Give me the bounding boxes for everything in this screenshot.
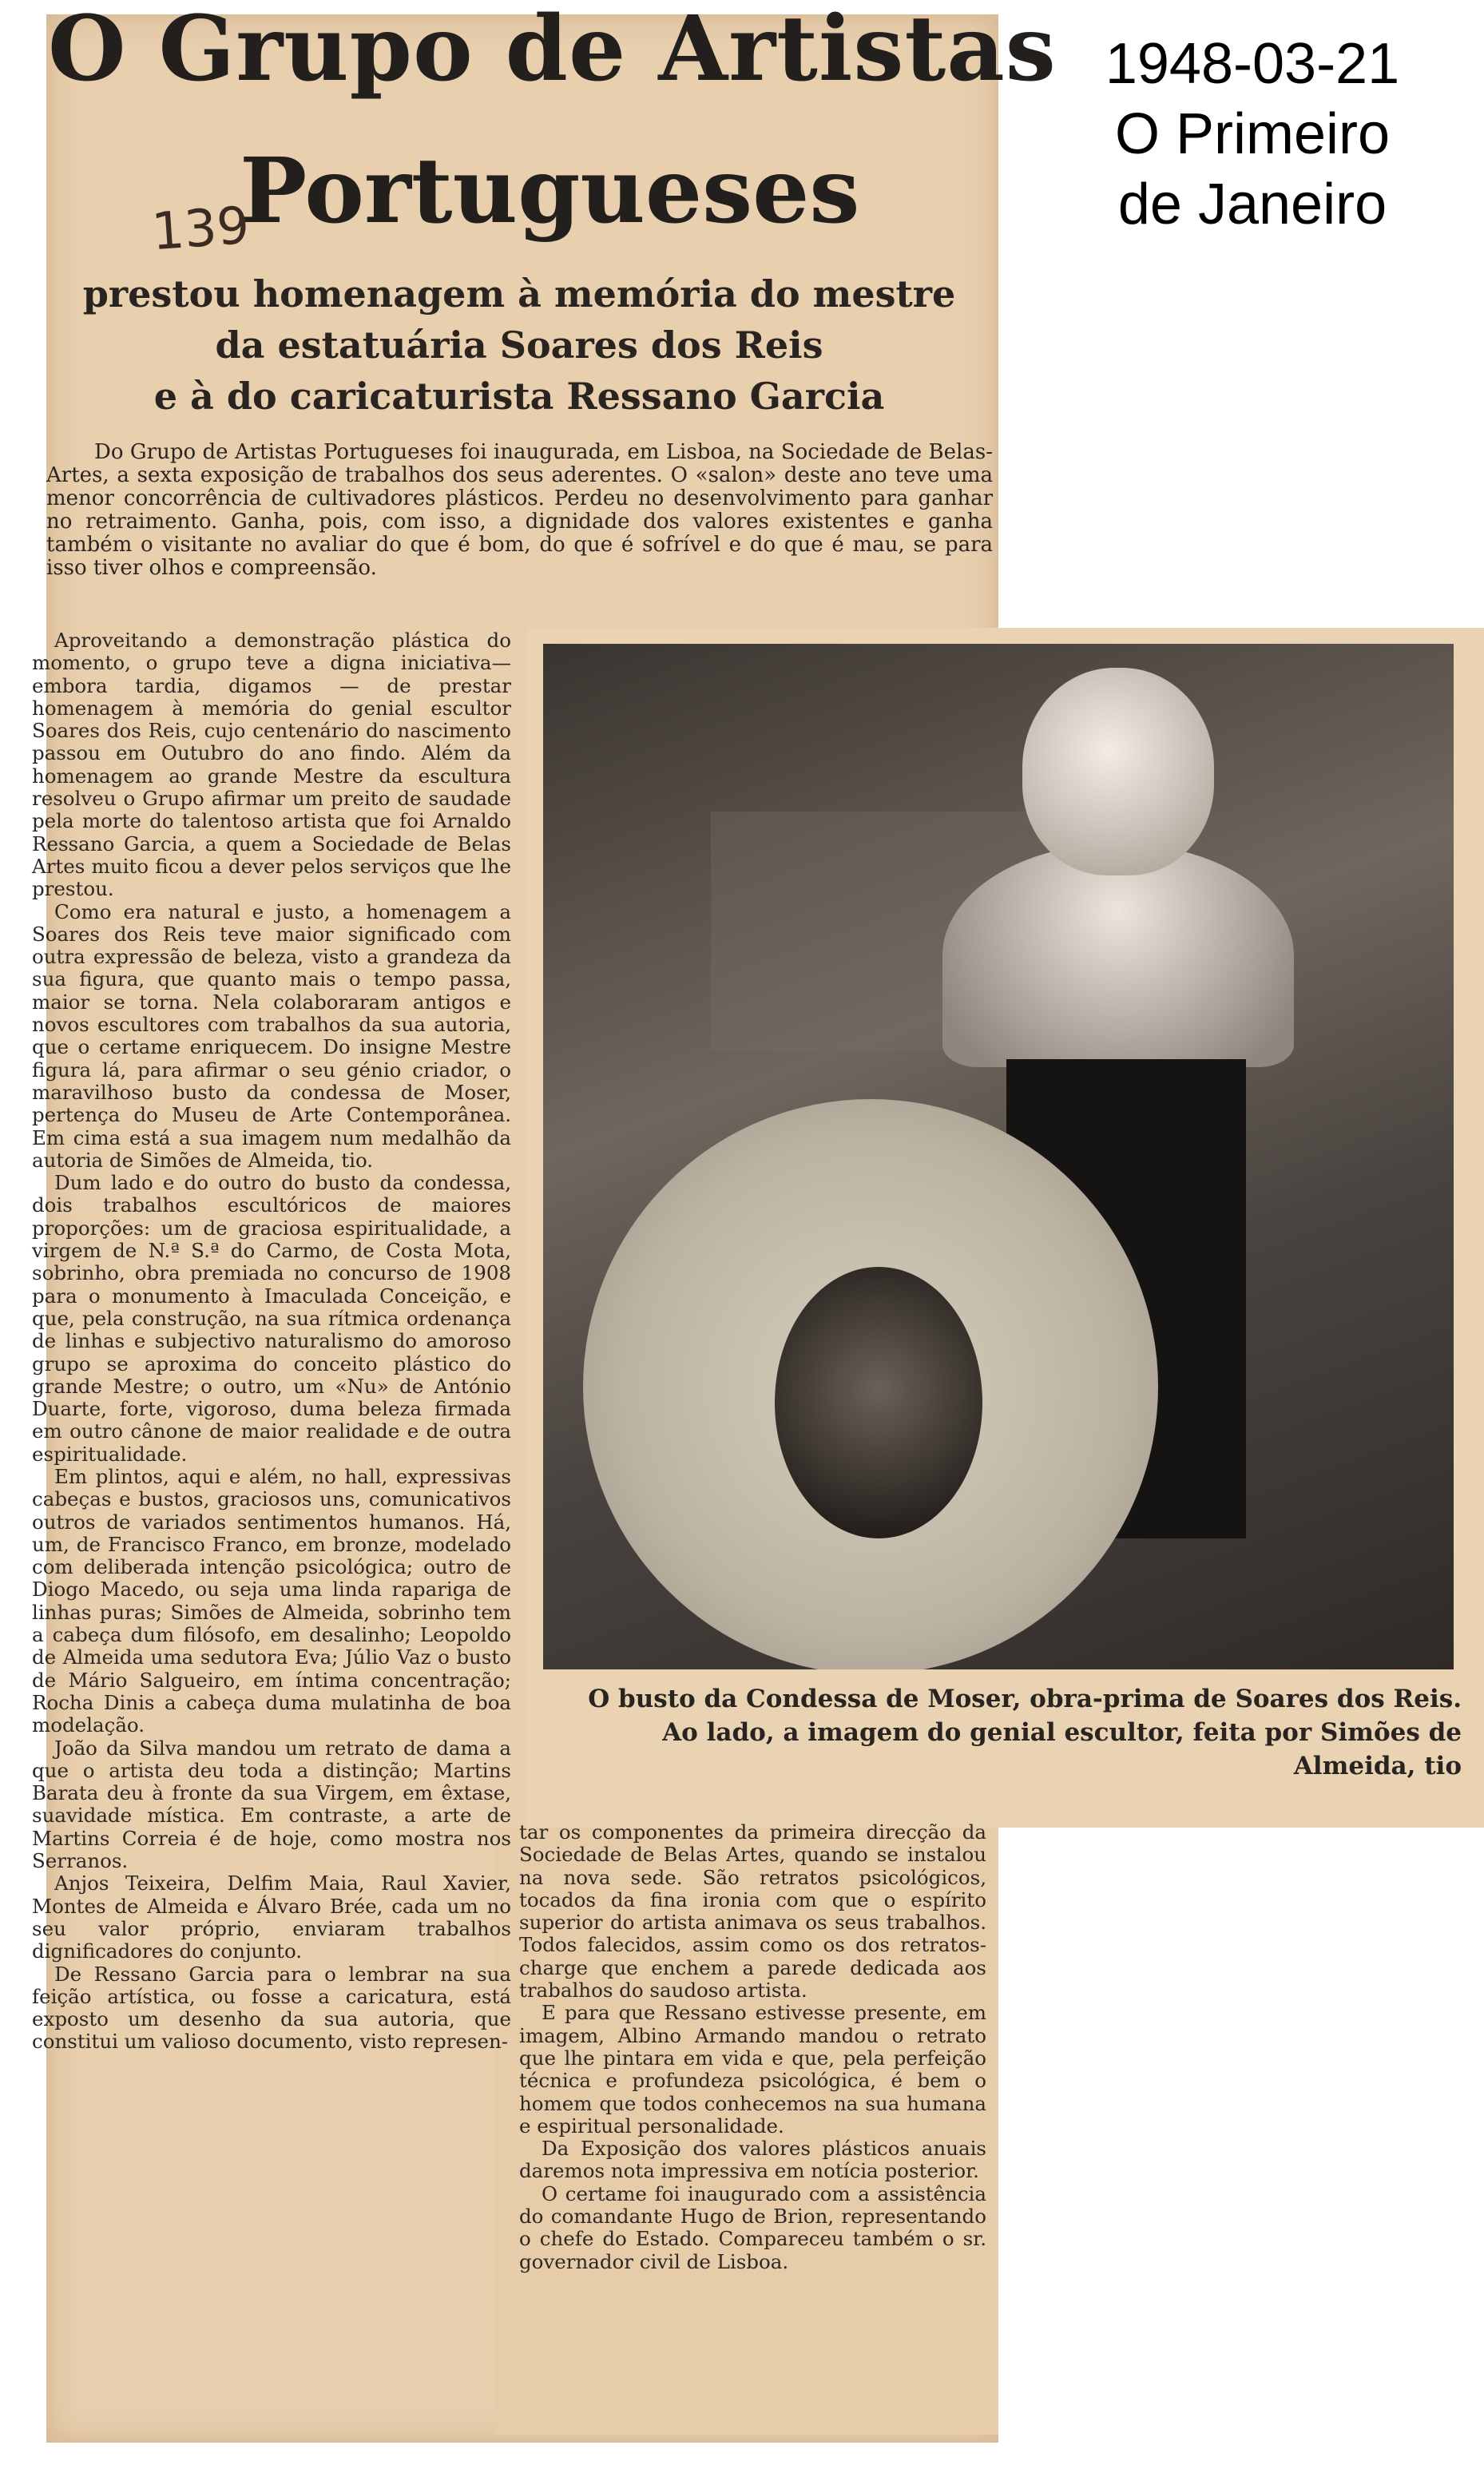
bust-photograph bbox=[543, 644, 1454, 1669]
source-date: 1948-03-21 bbox=[1105, 32, 1400, 96]
handwritten-number: 139 bbox=[149, 196, 252, 263]
article-right-column bbox=[519, 1821, 986, 2273]
article-paragraph: tar os componentes da primeira direcção da Sociedade de Belas Artes, quando se instalou na nova sede. São retratos psicológicos, tocados da fina ironia com que o espírito superior do artista animava os seus trabalhos. Todos falecidos, assim como os dos retratos-charge que enchem a parede dedicada aos trabalhos do saudoso artista. bbox=[519, 1820, 986, 2003]
lead-text: Do Grupo de Artistas Portugueses foi inaugurada, em Lisboa, na Sociedade de Belas-Artes, a sexta exposição de trabalhos dos seus aderentes. O «salon» deste ano teve uma menor concorrência de cultivadores plásticos. Perdeu no desenvolvimento para ganhar no retraimento. Ganha, pois, com isso, a dignidade dos valores existentes e ganha também o visitante no avaliar do que é bom, do que é sofrível e do que é mau, se para isso tiver olhos e compreensão. bbox=[46, 440, 993, 580]
article-left-column bbox=[32, 629, 511, 2054]
subheadline-line: da estatuária Soares dos Reis bbox=[215, 324, 823, 367]
article-paragraph: Anjos Teixeira, Delfim Maia, Raul Xavier, Montes de Almeida e Álvaro Brée, cada um no seu valor próprio, enviaram trabalhos dignificadores do conjunto. bbox=[32, 1872, 511, 1963]
article-paragraph: De Ressano Garcia para o lembrar na sua feição artística, ou fosse a caricatura, está exposto um desenho da sua autoria, que constitui um valioso documento, visto represen- bbox=[32, 1962, 511, 2054]
bust-shoulders bbox=[942, 843, 1294, 1067]
headline-line2: Portugueses bbox=[240, 139, 860, 244]
article-paragraph: Em plintos, aqui e além, no hall, expressivas cabeças e bustos, graciosos uns, comunicativos outros de variados sentimentos humanos. Há, um, de Francisco Franco, em bronze, modelado com deliberada intenção psicológica; outro de Diogo Macedo, ou seja uma linda rapariga de linhas puras; Simões de Almeida, sobrinho tem a cabeça dum filósofo, em desalinho; Leopoldo de Almeida uma sedutora Eva; Júlio Vaz o busto de Mário Salgueiro, em íntima concentração; Rocha Dinis a cabeça duma mulatinha de boa modelação. bbox=[32, 1464, 511, 1737]
bust-head bbox=[1022, 668, 1214, 875]
article-paragraph: E para que Ressano estivesse presente, em imagem, Albino Armando mandou o retrato que lhe pintara em vida e que, pela perfeição técnica e profundeza psicológica, é bem o homem que todos conhecemos na sua humana e espiritual personalidade. bbox=[519, 2001, 986, 2138]
source-paper-line2: de Janeiro bbox=[1117, 173, 1387, 236]
article-paragraph: Dum lado e do outro do busto da condessa, dois trabalhos escultóricos de maiores proporções: um de graciosa espiritualidade, a virgem de N.ª S.ª do Carmo, de Costa Mota, sobrinho, obra premiada no concurso de 1908 para o monumento à Imaculada Conceição, e que, pela construção, na sua rítmica ordenança de linhas e subjectivo naturalismo do amoroso grupo se aproxima do conceito plástico do grande Mestre; o outro, um «Nu» de António Duarte, forte, vigoroso, duma beleza firmada em outro cânone de maior realidade e de outra espiritualidade. bbox=[32, 1171, 511, 1466]
source-note bbox=[1053, 29, 1452, 240]
caption-line: Almeida, tio bbox=[1293, 1752, 1462, 1780]
article-paragraph: Da Exposição dos valores plásticos anuais daremos nota impressiva em notícia posterior. bbox=[519, 2137, 986, 2183]
caption-line: Ao lado, a imagem do genial escultor, feita por Simões de bbox=[662, 1718, 1462, 1747]
article-paragraph: Aproveitando a demonstração plástica do momento, o grupo teve a digna iniciativa—embora tardia, digamos — de prestar homenagem à memória do genial escultor Soares dos Reis, cujo centenário do nascimento passou em Outubro do ano findo. Além da homenagem ao grande Mestre da escultura resolveu o Grupo afirmar um preito de saudade pela morte do talentoso artista que foi Arnaldo Ressano Garcia, a quem a Sociedade de Belas Artes muito ficou a dever pelos serviços que lhe prestou. bbox=[32, 629, 511, 901]
medallion-portrait bbox=[775, 1267, 982, 1538]
article-paragraph: Como era natural e justo, a homenagem a Soares dos Reis teve maior significado com outra expressão de beleza, visto a grandeza da sua figura, que quanto mais o tempo passa, maior se torna. Nela colaboraram antigos e novos escultores com trabalhos da sua autoria, que o certame enriquecem. Do insigne Mestre figura lá, para afirmar o seu génio criador, o maravilhoso busto da condessa de Moser, pertença do Museu de Arte Contemporânea. Em cima está a sua imagem num medalhão da autoria de Simões de Almeida, tio. bbox=[32, 899, 511, 1172]
photo-caption bbox=[551, 1682, 1462, 1783]
article-paragraph: João da Silva mandou um retrato de dama a que o artista deu toda a distinção; Martins Barata deu à fronte da sua Virgem, em êxtase, suavidade mística. Em contraste, a arte de Martins Correia é de hoje, como mostra nos Serranos. bbox=[32, 1736, 511, 1873]
subheadline bbox=[56, 268, 982, 422]
caption-line: O busto da Condessa de Moser, obra-prima de Soares dos Reis. bbox=[588, 1685, 1462, 1713]
headline-line1: O Grupo de Artistas bbox=[48, 0, 1057, 101]
lead-paragraph bbox=[46, 441, 993, 580]
article-paragraph: O certame foi inaugurado com a assistência do comandante Hugo de Brion, representando o chefe do Estado. Compareceu também o sr. governador civil de Lisboa. bbox=[519, 2181, 986, 2273]
subheadline-line: prestou homenagem à memória do mestre bbox=[82, 272, 956, 316]
source-paper-line1: O Primeiro bbox=[1114, 102, 1391, 166]
subheadline-line: e à do caricaturista Ressano Garcia bbox=[153, 375, 885, 418]
